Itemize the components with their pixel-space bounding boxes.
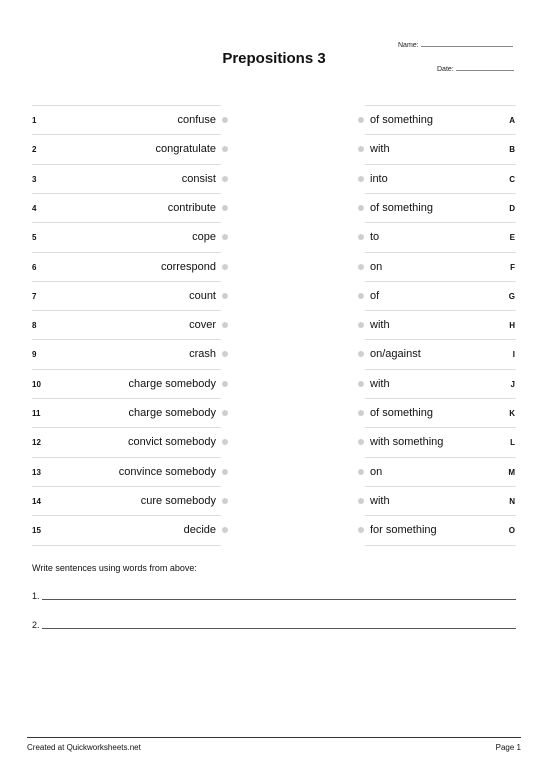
item-number: 7 [32, 291, 37, 301]
date-label: Date: [437, 66, 454, 73]
preposition-phrase: on [370, 465, 383, 478]
match-dot-right[interactable] [358, 146, 364, 152]
right-row [365, 164, 516, 194]
match-dot-right[interactable] [358, 322, 364, 328]
verb-word: contribute [167, 201, 216, 214]
left-row [32, 252, 221, 282]
left-row [32, 310, 221, 340]
verb-word: cover [189, 319, 216, 332]
option-letter: C [509, 174, 515, 184]
sentence-label: 1. [32, 591, 40, 601]
match-dot-right[interactable] [358, 293, 364, 299]
right-row [365, 281, 516, 311]
left-row [32, 457, 221, 487]
preposition-phrase: of something [370, 114, 433, 126]
right-row [365, 134, 516, 164]
match-dot-left[interactable] [222, 351, 228, 357]
verb-word: confuse [177, 114, 216, 126]
match-dot-right[interactable] [358, 205, 364, 211]
right-row [365, 457, 516, 487]
match-dot-left[interactable] [222, 381, 228, 387]
option-letter: K [509, 409, 515, 418]
right-row [365, 222, 516, 252]
item-number: 12 [32, 438, 41, 448]
option-letter: N [509, 496, 515, 506]
right-row [365, 252, 516, 282]
verb-word: correspond [160, 260, 216, 273]
verb-word: crash [189, 348, 216, 361]
verb-word: charge somebody [128, 377, 216, 390]
preposition-phrase: with [370, 494, 390, 507]
match-dot-left[interactable] [222, 498, 228, 504]
match-dot-left[interactable] [222, 264, 228, 270]
match-dot-right[interactable] [358, 527, 364, 533]
preposition-phrase: for something [370, 524, 437, 537]
item-number: 10 [32, 379, 41, 389]
match-dot-right[interactable] [358, 264, 364, 270]
option-letter: O [508, 526, 515, 536]
match-dot-right[interactable] [358, 117, 364, 123]
left-row [32, 369, 221, 399]
name-field [398, 40, 513, 49]
match-dot-right[interactable] [358, 469, 364, 475]
match-dot-left[interactable] [222, 205, 228, 211]
option-letter: F [510, 262, 515, 272]
verb-word: decide [183, 524, 216, 537]
verb-word: congratulate [155, 143, 216, 156]
left-row [32, 281, 221, 311]
match-dot-right[interactable] [358, 176, 364, 182]
preposition-phrase: with [370, 377, 390, 390]
right-row [365, 486, 516, 516]
verb-word: cope [192, 231, 216, 244]
item-number: 14 [32, 496, 41, 506]
match-dot-right[interactable] [358, 234, 364, 240]
match-dot-right[interactable] [358, 498, 364, 504]
right-row [365, 339, 516, 369]
match-dot-left[interactable] [222, 410, 228, 416]
left-row [32, 427, 221, 457]
match-dot-left[interactable] [222, 146, 228, 152]
match-dot-right[interactable] [358, 351, 364, 357]
option-letter: J [510, 379, 515, 389]
footer-divider [27, 737, 521, 738]
item-number: 2 [32, 145, 37, 155]
preposition-phrase: into [370, 172, 388, 185]
verb-word: count [189, 289, 216, 302]
sentence-line-1 [32, 591, 516, 601]
left-row [32, 193, 221, 223]
match-dot-left[interactable] [222, 234, 228, 240]
left-row [32, 398, 221, 428]
right-row [365, 427, 516, 457]
preposition-phrase: with [370, 143, 390, 156]
footer-credit: Created at Quickworksheets.net [27, 743, 141, 752]
date-field [437, 64, 514, 73]
option-letter: M [508, 467, 515, 477]
preposition-phrase: of something [370, 201, 433, 214]
option-letter: I [512, 350, 515, 360]
right-row [365, 369, 516, 399]
verb-word: convince somebody [118, 465, 216, 478]
option-letter: A [509, 116, 515, 125]
item-number: 9 [32, 350, 37, 360]
item-number: 8 [32, 321, 37, 331]
match-dot-left[interactable] [222, 322, 228, 328]
match-dot-right[interactable] [358, 381, 364, 387]
item-number: 6 [32, 262, 37, 272]
option-letter: D [509, 203, 515, 213]
item-number: 15 [32, 526, 41, 536]
option-letter: H [509, 321, 515, 331]
option-letter: G [508, 291, 515, 301]
item-number: 11 [32, 409, 41, 418]
verb-word: cure somebody [140, 494, 216, 507]
preposition-phrase: of [370, 289, 380, 302]
match-dot-left[interactable] [222, 527, 228, 533]
sentence-label: 2. [32, 620, 40, 630]
preposition-phrase: with something [370, 436, 444, 449]
worksheet-title: Prepositions 3 [222, 50, 326, 67]
option-letter: E [509, 233, 515, 243]
preposition-phrase: to [370, 231, 380, 244]
left-row [32, 486, 221, 516]
page-number: Page 1 [495, 743, 521, 752]
left-row [32, 515, 221, 545]
match-dot-left[interactable] [222, 117, 228, 123]
match-dot-left[interactable] [222, 439, 228, 445]
right-row [365, 105, 516, 135]
right-row [365, 515, 516, 545]
item-number: 1 [32, 116, 37, 125]
name-blank [421, 40, 513, 47]
option-letter: B [509, 145, 515, 155]
left-row [32, 339, 221, 369]
match-dot-right[interactable] [358, 410, 364, 416]
preposition-phrase: with [370, 319, 390, 332]
item-number: 13 [32, 467, 41, 477]
item-number: 5 [32, 233, 37, 243]
right-row [365, 310, 516, 340]
right-row [365, 193, 516, 223]
right-row [365, 398, 516, 428]
left-row [32, 105, 221, 135]
writing-line [42, 599, 516, 600]
match-dot-left[interactable] [222, 293, 228, 299]
preposition-phrase: of something [370, 407, 433, 419]
name-label: Name: [398, 42, 419, 49]
left-row [32, 164, 221, 194]
left-row [32, 222, 221, 252]
sentence-line-2 [32, 620, 516, 630]
verb-word: convict somebody [127, 436, 216, 449]
preposition-phrase: on/against [370, 348, 421, 361]
verb-word: charge somebody [128, 407, 216, 419]
match-dot-left[interactable] [222, 176, 228, 182]
match-dot-left[interactable] [222, 469, 228, 475]
left-row [32, 134, 221, 164]
item-number: 3 [32, 174, 37, 184]
item-number: 4 [32, 203, 37, 213]
instructions: Write sentences using words from above: [32, 563, 197, 573]
row-divider [32, 545, 221, 546]
date-blank [456, 64, 514, 71]
writing-line [42, 628, 516, 629]
preposition-phrase: on [370, 260, 383, 273]
row-divider [365, 545, 516, 546]
match-dot-right[interactable] [358, 439, 364, 445]
option-letter: L [510, 438, 515, 448]
verb-word: consist [181, 172, 216, 185]
